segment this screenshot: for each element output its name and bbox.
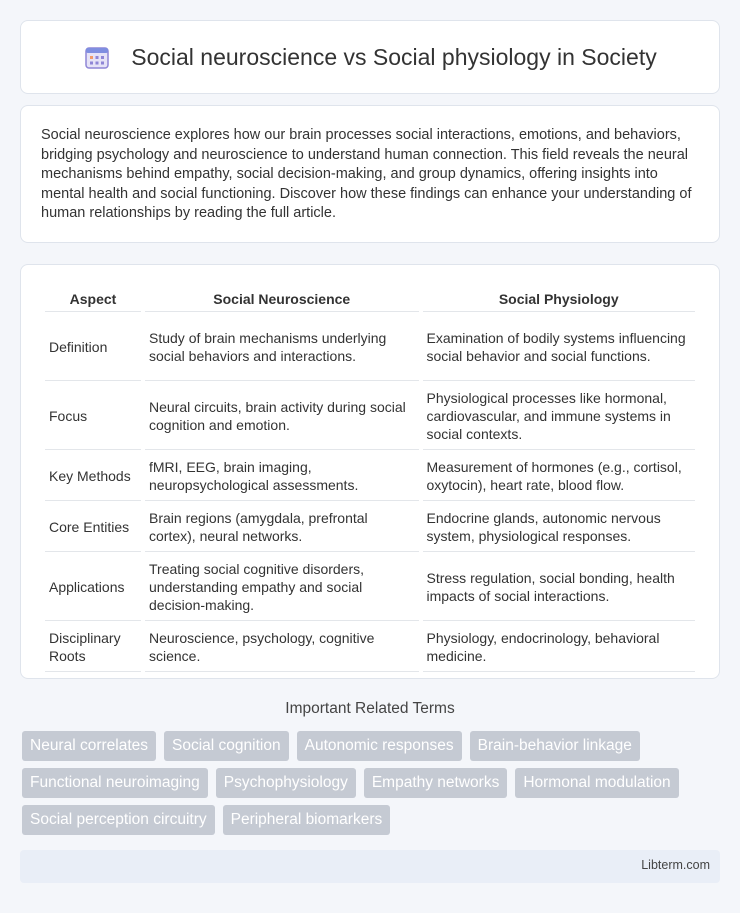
- row-neuroscience: Study of brain mechanisms underlying social behaviors and interactions.: [145, 314, 419, 381]
- tag-neural-correlates[interactable]: Neural correlates: [22, 731, 156, 761]
- header-social-physiology: Social Physiology: [423, 287, 696, 312]
- row-physiology: Stress regulation, social bonding, health impacts of social interactions.: [423, 554, 696, 621]
- tag-functional-neuroimaging[interactable]: Functional neuroimaging: [22, 768, 208, 798]
- tag-social-perception-circuitry[interactable]: Social perception circuitry: [22, 805, 215, 835]
- related-terms-title: Important Related Terms: [285, 700, 455, 717]
- tag-psychophysiology[interactable]: Psychophysiology: [216, 768, 356, 798]
- table-row: [45, 383, 695, 450]
- row-physiology: Examination of bodily systems influencing social behavior and social functions.: [423, 314, 696, 381]
- row-neuroscience: Brain regions (amygdala, prefrontal cortex), neural networks.: [145, 503, 419, 552]
- row-aspect: Core Entities: [45, 503, 141, 552]
- header-aspect: Aspect: [45, 287, 141, 312]
- title-card: [20, 20, 720, 94]
- related-terms-list: [22, 731, 722, 835]
- row-aspect: Disciplinary Roots: [45, 623, 141, 672]
- page-title: Social neuroscience vs Social physiology in Society: [131, 43, 657, 70]
- intro-card: [20, 105, 720, 243]
- table-header-row: [45, 287, 695, 312]
- header-social-neuroscience: Social Neuroscience: [145, 287, 419, 312]
- row-aspect: Applications: [45, 554, 141, 621]
- tag-brain-behavior-linkage[interactable]: Brain-behavior linkage: [470, 731, 640, 761]
- row-physiology: Physiological processes like hormonal, cardiovascular, and immune systems in social contexts.: [423, 383, 696, 450]
- tag-peripheral-biomarkers[interactable]: Peripheral biomarkers: [223, 805, 391, 835]
- tag-empathy-networks[interactable]: Empathy networks: [364, 768, 508, 798]
- comparison-table-card: [20, 264, 720, 679]
- tag-autonomic-responses[interactable]: Autonomic responses: [297, 731, 462, 761]
- table-row: [45, 554, 695, 621]
- comparison-table: [41, 285, 699, 674]
- intro-text: Social neuroscience explores how our brain processes social interactions, emotions, and behaviors, bridging psychology and neuroscience to understand human connection. This field reveals the neural mechanisms behind empathy, social decision-making, and group dynamics, offering insights into mental health and social functioning. Discover how these findings can enhance your understanding of human relationships by reading the full article.: [41, 127, 692, 222]
- row-physiology: Physiology, endocrinology, behavioral medicine.: [423, 623, 696, 672]
- row-aspect: Definition: [45, 314, 141, 381]
- row-aspect: Key Methods: [45, 452, 141, 501]
- row-neuroscience: Treating social cognitive disorders, understanding empathy and social decision-making.: [145, 554, 419, 621]
- footer-site-name[interactable]: Libterm.com: [641, 858, 710, 872]
- row-aspect: Focus: [45, 383, 141, 450]
- row-neuroscience: Neuroscience, psychology, cognitive science.: [145, 623, 419, 672]
- table-row: [45, 503, 695, 552]
- row-physiology: Measurement of hormones (e.g., cortisol, oxytocin), heart rate, blood flow.: [423, 452, 696, 501]
- row-neuroscience: fMRI, EEG, brain imaging, neuropsychological assessments.: [145, 452, 419, 501]
- row-neuroscience: Neural circuits, brain activity during social cognition and emotion.: [145, 383, 419, 450]
- table-row: [45, 314, 695, 381]
- table-row: [45, 623, 695, 672]
- tag-social-cognition[interactable]: Social cognition: [164, 731, 289, 761]
- table-row: [45, 452, 695, 501]
- row-physiology: Endocrine glands, autonomic nervous system, physiological responses.: [423, 503, 696, 552]
- calendar-grid-icon: [83, 43, 111, 71]
- tag-hormonal-modulation[interactable]: Hormonal modulation: [515, 768, 678, 798]
- footer: [20, 850, 720, 883]
